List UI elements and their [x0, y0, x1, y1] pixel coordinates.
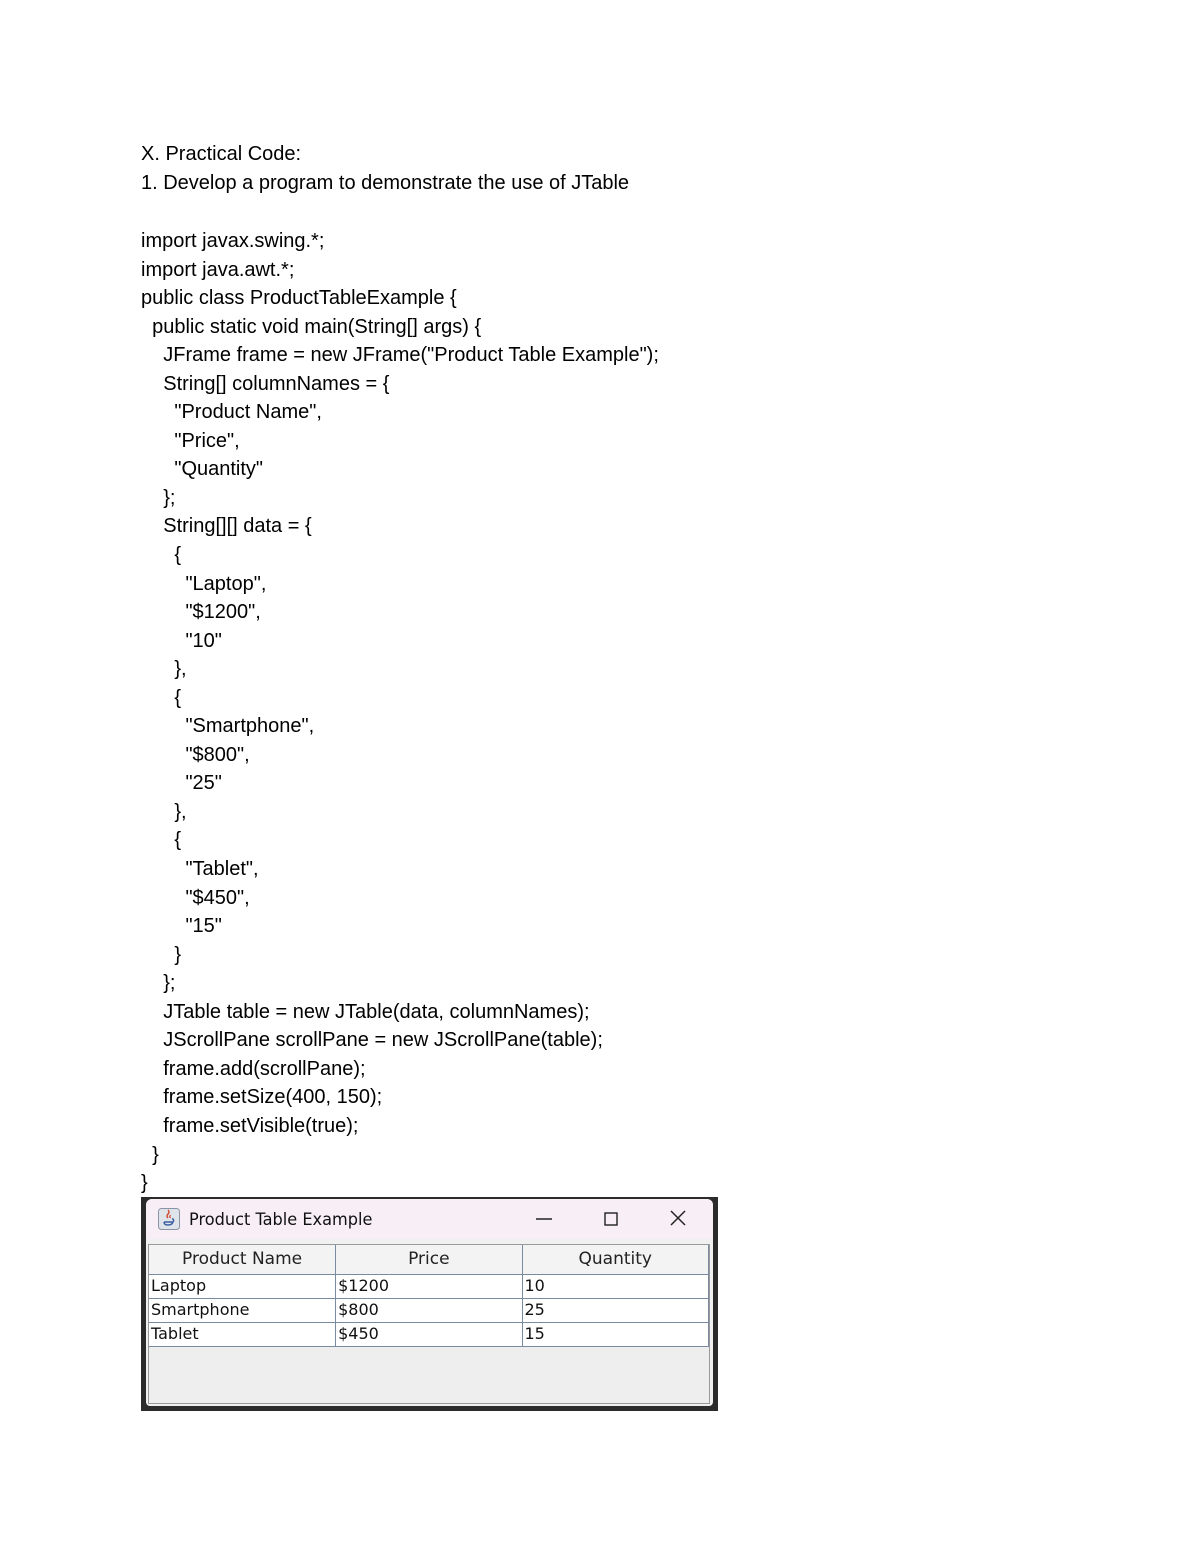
- table-cell[interactable]: 10: [522, 1274, 709, 1298]
- code-line: JScrollPane scrollPane = new JScrollPane(table);: [141, 1029, 603, 1052]
- minimize-icon[interactable]: [531, 1207, 557, 1231]
- code-line: },: [141, 658, 187, 681]
- table-row[interactable]: [149, 1274, 709, 1298]
- code-line: "$450",: [141, 886, 250, 909]
- table-row[interactable]: [149, 1322, 709, 1346]
- code-line: frame.setSize(400, 150);: [141, 1086, 383, 1109]
- close-icon[interactable]: [665, 1207, 691, 1231]
- code-line: {: [141, 544, 182, 567]
- code-line: "10": [141, 629, 222, 652]
- code-line: }: [141, 1143, 159, 1166]
- code-line: String[] columnNames = {: [141, 372, 390, 395]
- code-line: "Tablet",: [141, 858, 259, 881]
- code-line: }: [141, 943, 182, 966]
- table-cell[interactable]: $800: [336, 1298, 522, 1322]
- java-icon: [158, 1208, 180, 1230]
- code-line: public class ProductTableExample {: [141, 287, 457, 310]
- code-line: {: [141, 686, 182, 709]
- table-cell[interactable]: Tablet: [149, 1322, 336, 1346]
- table-header-row: [149, 1245, 709, 1274]
- code-line: "Smartphone",: [141, 715, 315, 738]
- column-header[interactable]: Price: [336, 1245, 522, 1274]
- table-cell[interactable]: Laptop: [149, 1274, 336, 1298]
- product-table[interactable]: [149, 1245, 709, 1347]
- maximize-icon[interactable]: [598, 1207, 624, 1231]
- code-line: }: [141, 1172, 148, 1195]
- code-line: import java.awt.*;: [141, 258, 295, 281]
- column-header[interactable]: Quantity: [522, 1245, 709, 1274]
- code-line: "25": [141, 772, 222, 795]
- scroll-pane[interactable]: [148, 1244, 710, 1404]
- window-body: [146, 1199, 713, 1406]
- code-line: {: [141, 829, 182, 852]
- code-line: };: [141, 972, 176, 995]
- task-title: 1. Develop a program to demonstrate the use of JTable: [141, 172, 630, 194]
- app-window-screenshot: [141, 1197, 718, 1411]
- code-line: "15": [141, 915, 222, 938]
- column-header[interactable]: Product Name: [149, 1245, 336, 1274]
- code-line: };: [141, 486, 176, 509]
- table-cell[interactable]: 25: [522, 1298, 709, 1322]
- code-line: "Price",: [141, 429, 240, 452]
- table-cell[interactable]: Smartphone: [149, 1298, 336, 1322]
- window-title: Product Table Example: [189, 1210, 373, 1230]
- table-row[interactable]: [149, 1298, 709, 1322]
- code-line: "Product Name",: [141, 401, 322, 424]
- section-heading: X. Practical Code:: [141, 143, 302, 165]
- code-line: frame.setVisible(true);: [141, 1114, 359, 1137]
- code-line: "Laptop",: [141, 572, 267, 595]
- code-line: JFrame frame = new JFrame("Product Table Example");: [141, 344, 659, 367]
- code-line: "$800",: [141, 743, 250, 766]
- code-line: public static void main(String[] args) {: [141, 315, 482, 338]
- code-line: "Quantity": [141, 458, 264, 481]
- table-cell[interactable]: 15: [522, 1322, 709, 1346]
- code-line: JTable table = new JTable(data, columnNames);: [141, 1000, 590, 1023]
- table-cell[interactable]: $1200: [336, 1274, 522, 1298]
- code-block: [141, 227, 659, 1198]
- code-line: "$1200",: [141, 601, 261, 624]
- table-cell[interactable]: $450: [336, 1322, 522, 1346]
- code-line: String[][] data = {: [141, 515, 312, 538]
- code-line: import javax.swing.*;: [141, 230, 325, 252]
- title-bar[interactable]: [146, 1199, 713, 1239]
- code-line: frame.add(scrollPane);: [141, 1057, 366, 1080]
- code-line: },: [141, 800, 187, 823]
